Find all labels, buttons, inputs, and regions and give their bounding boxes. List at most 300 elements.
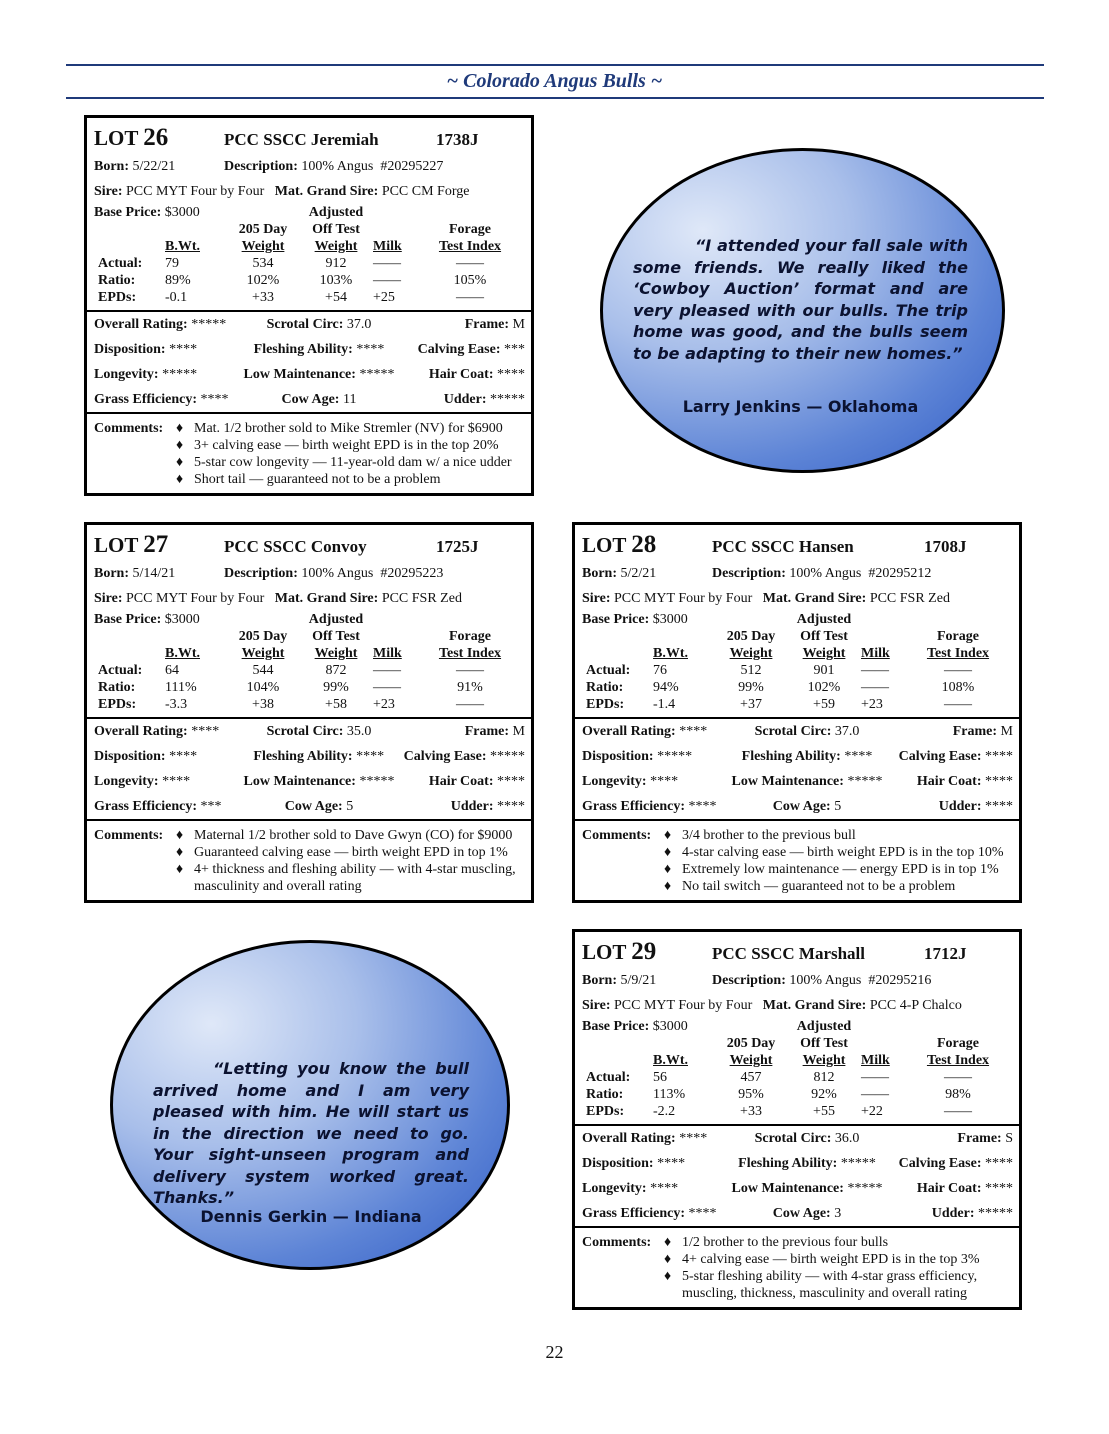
fleshing-ability-label: Fleshing Ability: [738, 1156, 838, 1171]
fleshing-ability-value: **** [356, 342, 385, 357]
born-label: Born: [94, 159, 129, 174]
frame-label: Frame: [952, 724, 998, 739]
bull-name: PCC SSCC Marshall [712, 944, 866, 963]
description-label: Description: [712, 973, 786, 988]
performance-table [582, 611, 1003, 713]
frame [404, 719, 525, 744]
col-header: Milk [373, 239, 402, 254]
col-header: B.Wt. [653, 1053, 688, 1068]
header-rule-top [66, 64, 1044, 66]
calving-ease-label: Calving Ease: [417, 342, 501, 357]
base-price-value: $3000 [164, 205, 200, 220]
ratio-label: Ratio: [586, 1087, 624, 1102]
udder-label: Udder: [443, 392, 487, 407]
udder-value: ***** [978, 1206, 1013, 1221]
lot-word: LOT [582, 940, 626, 964]
diamond-bullet-icon: ♦ [664, 879, 672, 894]
calving-ease-value: *** [504, 342, 525, 357]
ratio-value: 95% [738, 1087, 764, 1102]
frame [404, 312, 525, 337]
col-header: Weight [241, 239, 285, 254]
comment-item [176, 844, 525, 861]
diamond-bullet-icon: ♦ [176, 862, 184, 877]
col-header: 205 Day [726, 1036, 776, 1051]
born-label: Born: [582, 566, 617, 581]
grass-efficiency-value: **** [200, 392, 229, 407]
testimonial-author: Dennis Gerkin — Indiana [200, 1207, 422, 1226]
comment-text: 3/4 brother to the previous bull [682, 828, 856, 843]
lot-word: LOT [94, 533, 138, 557]
frame-value: S [1005, 1131, 1013, 1146]
epds-value: +22 [861, 1104, 883, 1119]
epds-value: -2.2 [653, 1104, 676, 1119]
epds-value: -0.1 [165, 290, 188, 305]
born-value: 5/14/21 [132, 566, 176, 581]
epds-label: EPDs: [586, 697, 625, 712]
bull-name: PCC SSCC Jeremiah [224, 130, 379, 149]
low-maintenance-value: ***** [359, 367, 395, 382]
sire-line [94, 179, 525, 204]
ratio-row [582, 1086, 1003, 1103]
comments-list [664, 827, 1004, 895]
sire-value: PCC MYT Four by Four [614, 998, 753, 1013]
grass-efficiency [582, 794, 722, 819]
cow-age-label: Cow Age: [281, 392, 340, 407]
overall-rating [582, 1126, 722, 1151]
frame-value: M [1000, 724, 1013, 739]
grass-efficiency-label: Grass Efficiency: [94, 392, 198, 407]
diamond-bullet-icon: ♦ [664, 845, 672, 860]
ratings-section [575, 717, 1019, 821]
lot-number: 28 [631, 531, 657, 558]
ratio-row [582, 679, 1003, 696]
ratings-section [575, 1124, 1019, 1228]
ratings-section [87, 310, 531, 414]
longevity-label: Longevity: [582, 1181, 647, 1196]
epds-value: +58 [325, 697, 347, 712]
fleshing-ability-label: Fleshing Ability: [741, 749, 841, 764]
calving-ease [404, 744, 525, 769]
overall-rating-value: **** [191, 724, 220, 739]
testimonial-author: Larry Jenkins — Oklahoma [682, 397, 919, 416]
udder-value: **** [985, 799, 1013, 814]
lot-label [94, 531, 224, 559]
hair-coat-value: **** [497, 774, 525, 789]
cow-age-label: Cow Age: [772, 1206, 831, 1221]
scrotal-circ-label: Scrotal Circ: [266, 317, 344, 332]
actual-row [94, 662, 515, 679]
ratio-row [94, 272, 515, 289]
frame [892, 1126, 1013, 1151]
grass-efficiency-label: Grass Efficiency: [582, 799, 686, 814]
longevity-value: **** [650, 1181, 679, 1196]
ratio-value: 94% [653, 680, 679, 695]
col-header: Milk [861, 1053, 890, 1068]
comments-list [176, 827, 525, 895]
cow-age-value: 5 [834, 799, 842, 814]
actual-value: 76 [653, 663, 667, 678]
scrotal-circ-value: 35.0 [346, 724, 372, 739]
col-header: Milk [861, 646, 890, 661]
ratio-value: —— [861, 1087, 889, 1102]
udder [404, 387, 525, 412]
col-header: B.Wt. [165, 239, 200, 254]
diamond-bullet-icon: ♦ [176, 828, 184, 843]
base-price-label: Base Price: [582, 1019, 650, 1034]
udder-value: **** [497, 799, 525, 814]
longevity-value: **** [162, 774, 191, 789]
actual-row [582, 662, 1003, 679]
grass-efficiency-value: *** [200, 799, 222, 814]
low-maintenance-label: Low Maintenance: [731, 1181, 844, 1196]
ratio-label: Ratio: [98, 680, 136, 695]
description-value: 100% Angus #20295216 [789, 973, 932, 988]
actual-value: 544 [252, 663, 274, 678]
ratio-value: 102% [246, 273, 280, 288]
epds-value: +33 [740, 1104, 762, 1119]
sire-line [94, 586, 525, 611]
comment-item [176, 471, 512, 488]
ratio-value: 113% [653, 1087, 686, 1102]
scrotal-circ-value: 36.0 [834, 1131, 860, 1146]
comments-section [575, 821, 1019, 900]
disposition-label: Disposition: [582, 1156, 654, 1171]
diamond-bullet-icon: ♦ [176, 438, 184, 453]
diamond-bullet-icon: ♦ [664, 1235, 672, 1250]
scrotal-circ-value: 37.0 [346, 317, 372, 332]
comment-text: Extremely low maintenance — energy EPD is in top 1% [682, 862, 999, 877]
epds-row [94, 289, 515, 306]
born-line [582, 561, 1013, 586]
scrotal-circ [234, 719, 404, 744]
mat-grand-sire-label: Mat. Grand Sire: [762, 591, 867, 606]
epds-row [582, 696, 1003, 713]
low-maintenance-label: Low Maintenance: [243, 367, 356, 382]
comment-text: 4+ calving ease — birth weight EPD is in the top 3% [682, 1252, 980, 1267]
ratio-value: —— [861, 680, 889, 695]
comment-text: 3+ calving ease — birth weight EPD is in the top 20% [194, 438, 499, 453]
fleshing-ability [234, 744, 404, 769]
udder [404, 794, 525, 819]
ratio-value: 108% [941, 680, 975, 695]
disposition-value: **** [657, 1156, 686, 1171]
cow-age-label: Cow Age: [772, 799, 831, 814]
actual-value: —— [861, 1070, 889, 1085]
frame [892, 719, 1013, 744]
col-header: B.Wt. [165, 646, 200, 661]
testimonial-bubble-2 [110, 940, 510, 1270]
disposition-label: Disposition: [94, 749, 166, 764]
epds-value: -3.3 [165, 697, 188, 712]
lot-label [582, 938, 712, 966]
cow-age-value: 5 [346, 799, 354, 814]
scrotal-circ [722, 1126, 892, 1151]
col-header: Test Index [438, 239, 502, 254]
disposition [94, 337, 234, 362]
ratio-value: 98% [945, 1087, 971, 1102]
lot-title-line [582, 938, 1013, 968]
sire-line [582, 586, 1013, 611]
comment-text: Maternal 1/2 brother sold to Dave Gwyn (CO) for $9000 [194, 828, 513, 843]
ratio-label: Ratio: [586, 680, 624, 695]
epds-value: +37 [740, 697, 762, 712]
actual-value: 56 [653, 1070, 667, 1085]
actual-value: —— [373, 256, 401, 271]
comments-list [664, 1234, 1013, 1302]
actual-value: 512 [740, 663, 762, 678]
calving-ease-value: ***** [490, 749, 525, 764]
col-header: Forage [449, 629, 491, 644]
disposition-value: ***** [657, 749, 693, 764]
performance-table [94, 611, 515, 713]
diamond-bullet-icon: ♦ [664, 862, 672, 877]
lot-header [575, 932, 1019, 1124]
lot-header [87, 525, 531, 717]
low-maintenance [722, 1176, 892, 1201]
diamond-bullet-icon: ♦ [664, 1269, 672, 1284]
bull-tag: 1725J [436, 537, 479, 556]
epds-label: EPDs: [98, 290, 137, 305]
scrotal-circ-value: 37.0 [834, 724, 860, 739]
epds-value: +23 [373, 697, 395, 712]
epds-value: +23 [861, 697, 883, 712]
actual-value: 812 [813, 1070, 835, 1085]
overall-rating-value: **** [679, 1131, 708, 1146]
actual-value: 79 [165, 256, 179, 271]
calving-ease [892, 744, 1013, 769]
comment-item [664, 861, 1004, 878]
base-price [582, 611, 787, 628]
bull-name: PCC SSCC Convoy [224, 537, 367, 556]
lot-card-28 [572, 522, 1022, 903]
longevity [94, 769, 234, 794]
epds-value: —— [456, 290, 484, 305]
lot-header [575, 525, 1019, 717]
ratio-value: 104% [246, 680, 280, 695]
comment-item [664, 1251, 1013, 1268]
hair-coat-label: Hair Coat: [428, 367, 494, 382]
hair-coat-label: Hair Coat: [428, 774, 494, 789]
diamond-bullet-icon: ♦ [664, 1252, 672, 1267]
comment-text: Guaranteed calving ease — birth weight EPD in top 1% [194, 845, 508, 860]
actual-row [582, 1069, 1003, 1086]
hair-coat [404, 769, 525, 794]
col-header: Milk [373, 646, 402, 661]
calving-ease-value: **** [985, 1156, 1013, 1171]
col-header: Adjusted [308, 612, 364, 627]
base-price-value: $3000 [652, 1019, 688, 1034]
lot-card-29 [572, 929, 1022, 1310]
base-price-value: $3000 [652, 612, 688, 627]
ratio-value: 92% [811, 1087, 837, 1102]
epds-value: —— [456, 697, 484, 712]
longevity-value: **** [650, 774, 679, 789]
ratio-value: 91% [457, 680, 483, 695]
comment-text: 5-star fleshing ability — with 4-star grass efficiency, muscling, thickness, masculinity and overall rating [682, 1269, 978, 1301]
ratings-section [87, 717, 531, 821]
diamond-bullet-icon: ♦ [664, 828, 672, 843]
lot-label [582, 531, 712, 559]
comment-item [664, 844, 1004, 861]
epds-value: +25 [373, 290, 395, 305]
comment-text: 4-star calving ease — birth weight EPD is in the top 10% [682, 845, 1004, 860]
base-price [94, 204, 299, 221]
actual-value: —— [456, 663, 484, 678]
col-header: Weight [241, 646, 285, 661]
bull-tag: 1708J [924, 537, 967, 556]
fleshing-ability-label: Fleshing Ability: [253, 749, 353, 764]
lot-title-line [94, 531, 525, 561]
col-header: Forage [937, 629, 979, 644]
col-header: Adjusted [796, 612, 852, 627]
born-line [94, 154, 525, 179]
scrotal-circ-label: Scrotal Circ: [754, 724, 832, 739]
ratio-value: 99% [323, 680, 349, 695]
actual-value: —— [944, 663, 972, 678]
header-rule-bottom [66, 97, 1044, 99]
udder-label: Udder: [931, 1206, 975, 1221]
low-maintenance [234, 769, 404, 794]
col-header: Weight [314, 239, 358, 254]
udder [892, 1201, 1013, 1226]
frame-label: Frame: [957, 1131, 1002, 1146]
cow-age-value: 3 [834, 1206, 842, 1221]
comment-item [664, 1268, 1013, 1302]
col-header: B.Wt. [653, 646, 688, 661]
low-maintenance [722, 769, 892, 794]
lot-card-27 [84, 522, 534, 903]
col-header: Weight [314, 646, 358, 661]
born-value: 5/2/21 [620, 566, 657, 581]
base-price-label: Base Price: [582, 612, 650, 627]
lot-number: 26 [143, 124, 169, 151]
longevity-value: ***** [162, 367, 198, 382]
low-maintenance-value: ***** [847, 774, 883, 789]
longevity-label: Longevity: [94, 774, 159, 789]
overall-rating-label: Overall Rating: [94, 724, 188, 739]
comment-item [176, 454, 512, 471]
hair-coat-label: Hair Coat: [916, 774, 982, 789]
overall-rating-value: **** [679, 724, 708, 739]
base-price [94, 611, 299, 628]
longevity-label: Longevity: [94, 367, 159, 382]
base-price-label: Base Price: [94, 612, 162, 627]
longevity [582, 769, 722, 794]
born-value: 5/22/21 [132, 159, 176, 174]
col-header: Weight [729, 646, 773, 661]
col-header: Off Test [800, 629, 848, 644]
grass-efficiency-value: **** [688, 1206, 717, 1221]
epds-value: +54 [325, 290, 347, 305]
epds-value: -1.4 [653, 697, 676, 712]
hair-coat-value: **** [985, 774, 1013, 789]
grass-efficiency-value: **** [688, 799, 717, 814]
calving-ease-label: Calving Ease: [898, 1156, 982, 1171]
actual-label: Actual: [586, 1070, 631, 1085]
col-header: Weight [729, 1053, 773, 1068]
born-line [582, 968, 1013, 993]
fleshing-ability-value: **** [356, 749, 385, 764]
performance-table [582, 1018, 1003, 1120]
diamond-bullet-icon: ♦ [176, 455, 184, 470]
comments-section [87, 821, 531, 900]
ratio-value: —— [373, 273, 401, 288]
ratio-value: 99% [738, 680, 764, 695]
fleshing-ability [722, 744, 892, 769]
ratio-label: Ratio: [98, 273, 136, 288]
base-price [582, 1018, 787, 1035]
actual-value: —— [944, 1070, 972, 1085]
disposition-value: **** [169, 749, 198, 764]
frame-value: M [512, 317, 525, 332]
mat-grand-sire-value: PCC FSR Zed [869, 591, 950, 606]
sire-label: Sire: [582, 998, 611, 1013]
scrotal-circ-label: Scrotal Circ: [266, 724, 344, 739]
disposition-label: Disposition: [94, 342, 166, 357]
grass-efficiency [94, 387, 234, 412]
comment-text: Mat. 1/2 brother sold to Mike Stremler (NV) for $6900 [194, 421, 503, 436]
overall-rating-value: ***** [191, 317, 227, 332]
actual-value: 912 [325, 256, 347, 271]
comment-item [664, 878, 1004, 895]
base-price-value: $3000 [164, 612, 200, 627]
page-number: 22 [545, 1342, 564, 1362]
actual-value: 901 [813, 663, 835, 678]
actual-value: 457 [740, 1070, 762, 1085]
born-label: Born: [582, 973, 617, 988]
disposition [582, 744, 722, 769]
hair-coat-value: **** [497, 367, 525, 382]
sire-value: PCC MYT Four by Four [126, 591, 265, 606]
lot-word: LOT [582, 533, 626, 557]
actual-value: 64 [165, 663, 179, 678]
hair-coat-label: Hair Coat: [916, 1181, 982, 1196]
actual-row [94, 255, 515, 272]
disposition [582, 1151, 722, 1176]
hair-coat-value: **** [985, 1181, 1013, 1196]
ratio-value: 89% [165, 273, 191, 288]
actual-label: Actual: [586, 663, 631, 678]
epds-value: +55 [813, 1104, 835, 1119]
disposition [94, 744, 234, 769]
comments-label: Comments: [582, 828, 652, 843]
fleshing-ability [722, 1151, 892, 1176]
epds-value: +59 [813, 697, 835, 712]
overall-rating-label: Overall Rating: [582, 1131, 676, 1146]
overall-rating-label: Overall Rating: [94, 317, 188, 332]
comment-item [176, 437, 512, 454]
actual-value: 534 [252, 256, 274, 271]
comment-item [664, 827, 1004, 844]
cow-age [234, 387, 404, 412]
grass-efficiency-label: Grass Efficiency: [94, 799, 198, 814]
born-line [94, 561, 525, 586]
born-label: Born: [94, 566, 129, 581]
description-label: Description: [712, 566, 786, 581]
overall-rating [582, 719, 722, 744]
comments-label: Comments: [94, 828, 164, 843]
comment-text: Short tail — guaranteed not to be a problem [194, 472, 441, 487]
overall-rating [94, 719, 234, 744]
bull-tag: 1738J [436, 130, 479, 149]
ratio-value: 103% [319, 273, 353, 288]
lot-word: LOT [94, 126, 138, 150]
bull-name: PCC SSCC Hansen [712, 537, 854, 556]
bull-tag: 1712J [924, 944, 967, 963]
calving-ease-value: **** [985, 749, 1013, 764]
epds-label: EPDs: [586, 1104, 625, 1119]
description-value: 100% Angus #20295227 [301, 159, 444, 174]
